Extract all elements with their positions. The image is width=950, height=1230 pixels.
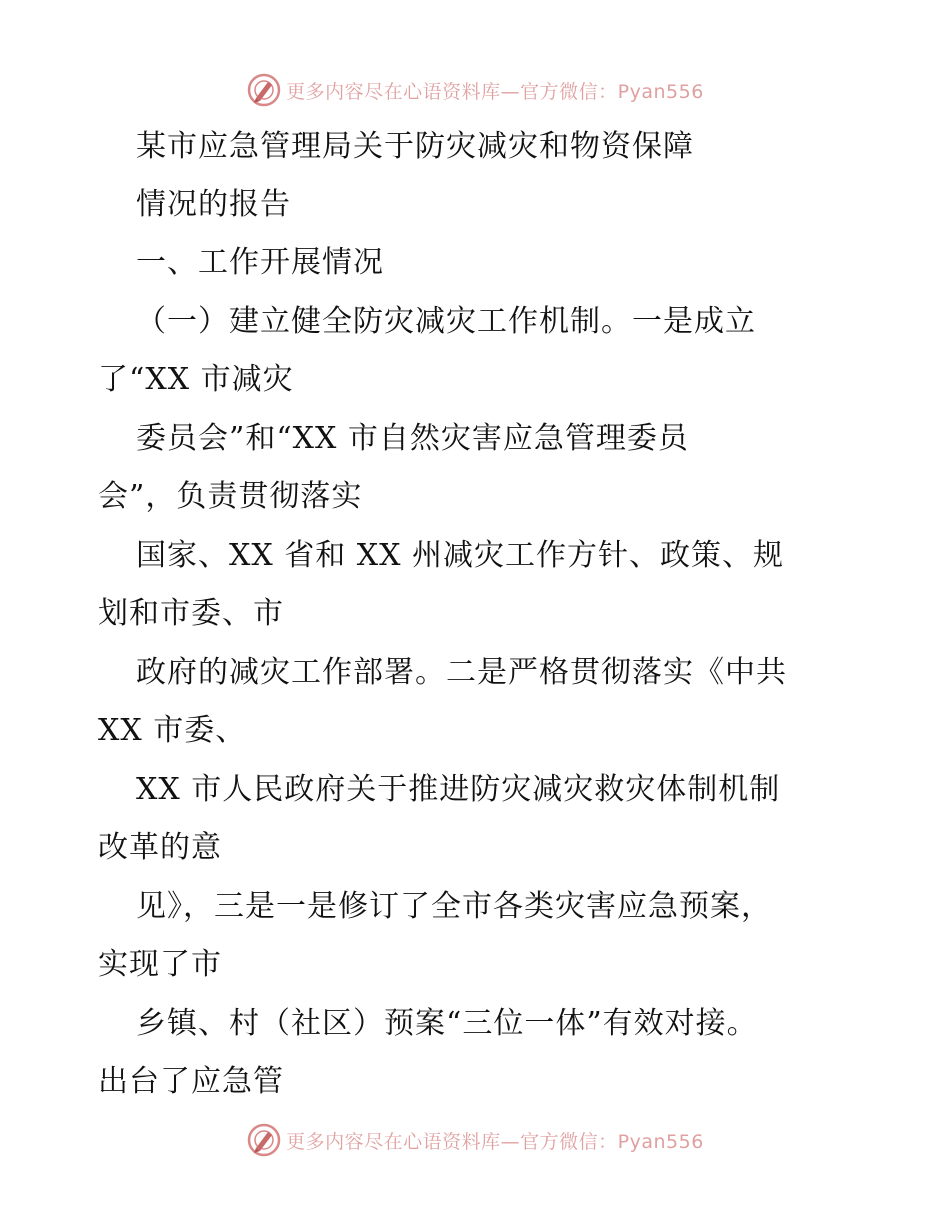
text-line: 了“XX 市减灾 xyxy=(98,362,294,397)
text-line: 会”，负责贯彻落实 xyxy=(98,479,363,514)
pen-logo-icon xyxy=(246,1122,282,1158)
text-line: 国家、XX 省和 XX 州减灾工作方针、政策、规 xyxy=(136,538,785,573)
text-line: （一）建立健全防灾减灾工作机制。一是成立 xyxy=(136,304,756,339)
header-banner xyxy=(0,70,950,110)
text-line: 划和市委、市 xyxy=(98,596,284,631)
text-line: XX 市委、 xyxy=(98,713,247,748)
text-line: XX 市人民政府关于推进防灾减灾救灾体制机制 xyxy=(136,772,781,807)
text-line: 政府的减灾工作部署。二是严格贯彻落实《中共 xyxy=(136,655,787,690)
pen-logo-icon xyxy=(246,72,282,108)
text-line: 改革的意 xyxy=(98,830,222,865)
text-line: 实现了市 xyxy=(98,947,222,982)
footer-banner-text: 更多内容尽在心语资料库—官方微信：Pyan556 xyxy=(286,1130,704,1153)
header-banner-text: 更多内容尽在心语资料库—官方微信：Pyan556 xyxy=(286,80,704,103)
footer-banner xyxy=(0,1120,950,1160)
document-title-line-1: 某市应急管理局关于防灾减灾和物资保障 xyxy=(136,129,694,164)
text-line: 乡镇、村（社区）预案“三位一体”有效对接。 xyxy=(136,1006,758,1041)
text-line: 委员会”和“XX 市自然灾害应急管理委员 xyxy=(136,421,689,456)
text-line: 出台了应急管 xyxy=(98,1064,284,1099)
document-title-line-2: 情况的报告 xyxy=(136,187,291,222)
section-heading: 一、工作开展情况 xyxy=(136,245,384,280)
text-line: 见》，三是一是修订了全市各类灾害应急预案， xyxy=(136,889,772,924)
